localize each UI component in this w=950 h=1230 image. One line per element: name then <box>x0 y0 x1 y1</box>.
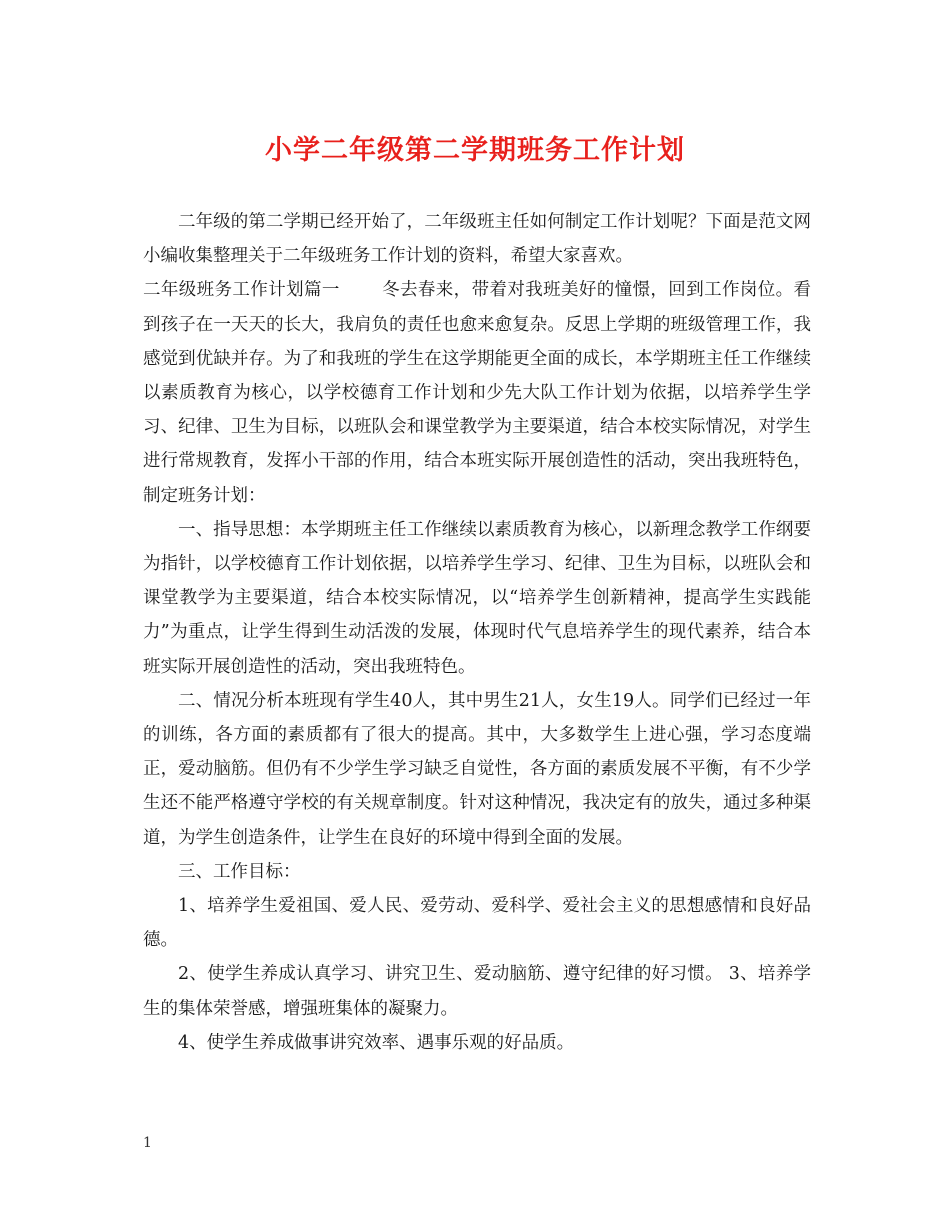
analysis-paragraph: 二、情况分析本班现有学生40人，其中男生21人，女生19人。同学们已经过一年的训练，各方面的素质都有了很大的提高。其中，大多数学生上进心强，学习态度端正，爱动脑筋。但仍有不少学生学习缺乏自觉性，各方面的素质发展不平衡，有不少学生还不能严格遵守学校的有关规章制度。针对这种情况，我决定有的放失，通过多种渠道，为学生创造条件，让学生在良好的环境中得到全面的发展。 <box>143 690 811 848</box>
goal-4-paragraph: 4、使学生养成做事讲究效率、遇事乐观的好品质。 <box>178 1032 575 1053</box>
document-body <box>143 205 811 1060</box>
intro-paragraph: 二年级的第二学期已经开始了，二年级班主任如何制定工作计划呢？下面是范文网小编收集整理关于二年级班务工作计划的资料，希望大家喜欢。 <box>143 212 811 267</box>
section-text: 冬去春来，带着对我班美好的憧憬，回到工作岗位。看到孩子在一天天的长大，我肩负的责任也愈来愈复杂。反思上学期的班级管理工作，我感觉到优缺并存。为了和我班的学生在这学期能更全面的成长，本学期班主任工作继续以素质教育为核心，以学校德育工作计划和少先大队工作计划为依据，以培养学生学习、纪律、卫生为目标，以班队会和课堂教学为主要渠道，结合本校实际情况，对学生进行常规教育，发挥小干部的作用，结合本班实际开展创造性的活动，突出我班特色，制定班务计划： <box>143 280 812 506</box>
goal-1-paragraph: 1、培养学生爱祖国、爱人民、爱劳动、爱科学、爱社会主义的思想感情和良好品德。 <box>143 896 811 951</box>
goals-heading: 三、工作目标： <box>178 861 301 882</box>
document-title: 小学二年级第二学期班务工作计划 <box>265 135 685 166</box>
page-number: 1 <box>143 1135 152 1151</box>
guiding-paragraph: 一、指导思想：本学期班主任工作继续以素质教育为核心，以新理念教学工作纲要为指针，以学校德育工作计划依据，以培养学生学习、纪律、卫生为目标，以班队会和课堂教学为主要渠道，结合本校实际情况，以“培养学生创新精神，提高学生实践能力”为重点，让学生得到生动活泼的发展，体现时代气息培养学生的现代素养，结合本班实际开展创造性的活动，突出我班特色。 <box>143 519 811 677</box>
section-label: 二年级班务工作计划篇一 <box>143 280 340 301</box>
goal-2-3-paragraph: 2、使学生养成认真学习、讲究卫生、爱动脑筋、遵守纪律的好习惯。 3、培养学生的集体荣誉感，增强班集体的凝聚力。 <box>143 964 811 1019</box>
section-paragraph <box>143 273 811 512</box>
